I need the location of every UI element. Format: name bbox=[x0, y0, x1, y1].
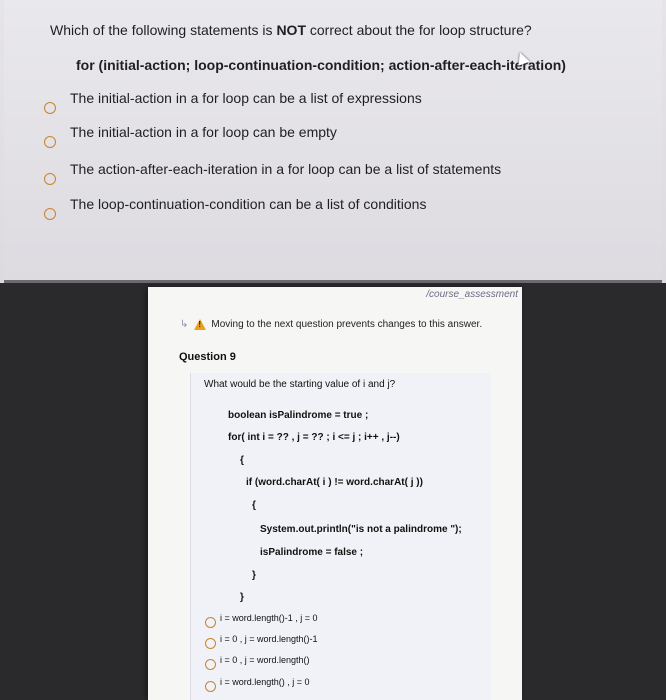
return-arrow-icon: ↳ bbox=[180, 319, 189, 330]
code-line: { bbox=[252, 500, 256, 511]
question-number: Question 9 bbox=[179, 351, 236, 363]
code-line: } bbox=[240, 592, 244, 603]
for-loop-syntax: for (initial-action; loop-continuation-condition; action-after-each-iteration) bbox=[76, 57, 566, 73]
radio-icon[interactable] bbox=[205, 659, 216, 670]
code-line: for( int i = ?? , j = ?? ; i <= j ; i++ , j--) bbox=[228, 432, 400, 443]
radio-icon[interactable] bbox=[205, 638, 216, 649]
code-line: System.out.println("is not a palindrome "); bbox=[260, 524, 462, 535]
url-fragment: /course_assessment bbox=[426, 289, 518, 300]
question-prompt: What would be the starting value of i and j? bbox=[204, 379, 396, 390]
code-line: boolean isPalindrome = true ; bbox=[228, 410, 369, 421]
radio-icon[interactable] bbox=[205, 617, 216, 628]
question-body bbox=[190, 373, 491, 700]
warning-icon bbox=[194, 319, 206, 330]
radio-icon[interactable] bbox=[205, 681, 216, 692]
question-photo-top bbox=[0, 0, 666, 283]
code-line: { bbox=[240, 455, 244, 466]
question-prompt: Which of the following statements is NOT correct about the for loop structure? bbox=[50, 22, 532, 38]
radio-icon[interactable] bbox=[44, 173, 56, 185]
radio-icon[interactable] bbox=[44, 208, 56, 220]
warning-banner: ↳ ! Moving to the next question prevents changes to this answer. bbox=[180, 319, 482, 330]
radio-icon[interactable] bbox=[44, 102, 56, 114]
code-line: isPalindrome = false ; bbox=[260, 547, 364, 558]
code-line: if (word.charAt( i ) != word.charAt( j )) bbox=[246, 477, 423, 488]
radio-icon[interactable] bbox=[44, 136, 56, 148]
question-card: Which of the following statements is NOT correct about the for loop structure? for (initial-action; loop-continuation-condition; action-after-each-iteration) The initial-action in a for loop can be a list of expressions The initial-action in a for loop can be empty The action-after-each-iteration in a for loop can be a list of statements The loop-continuation-condition can be a list of conditions bbox=[4, 0, 662, 283]
assessment-page: /course_assessment ↳ ! Moving to the next question prevents changes to this answer. Question 9 What would be the starting value of i and j? boolean isPalindrome = true ; for( int i = ?? , j = ?? ; i <= j ; i++ , j--) { if (word.charAt( i ) != word.charAt( j )) { System.out.println("is not a palindrome "); isPalindrome = false ; } } i = word.length()-1 , j = 0 i = 0 , j = word.length()-1 i = 0 , j = word.length() i = word.length() , j = 0 bbox=[148, 287, 522, 700]
code-line: } bbox=[252, 570, 256, 581]
